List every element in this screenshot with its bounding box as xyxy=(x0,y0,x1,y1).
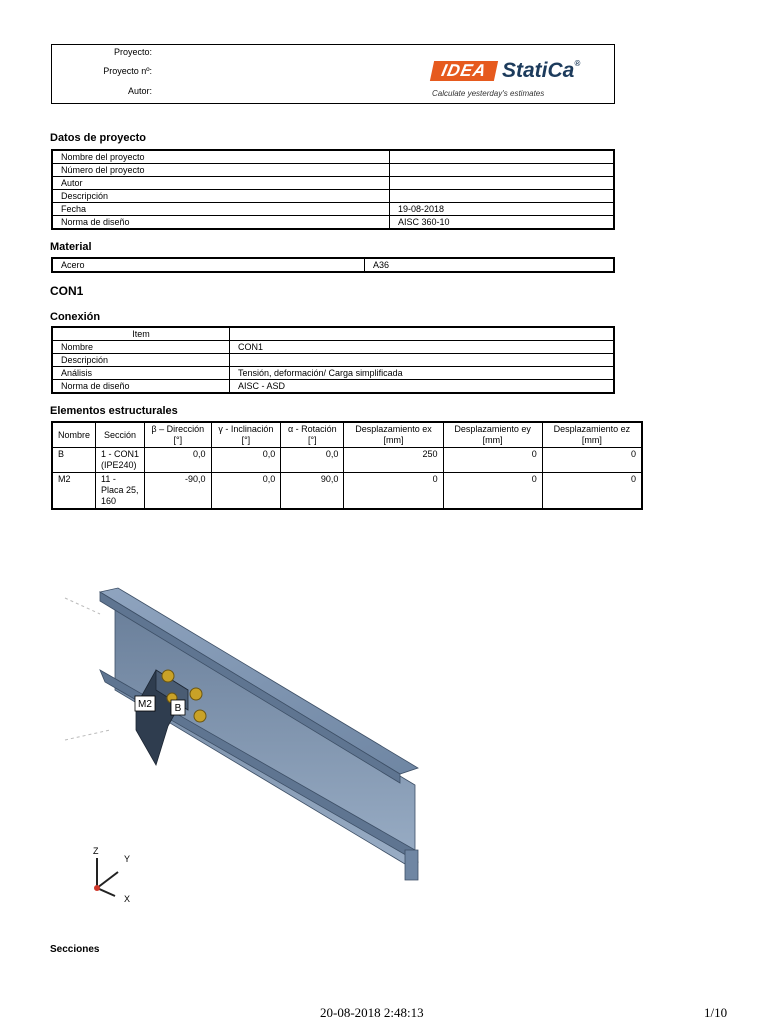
table-cell: 0 xyxy=(542,448,642,473)
construction-line xyxy=(65,598,100,614)
table-cell: 11 - Placa 25, 160 xyxy=(96,473,145,510)
axis-y-label: Y xyxy=(124,854,131,864)
row-label: Nombre del proyecto xyxy=(52,150,390,164)
project-data-title: Datos de proyecto xyxy=(50,132,146,144)
table-row xyxy=(52,341,614,354)
table-cell: 0,0 xyxy=(211,448,281,473)
column-header: γ - Inclinación [°] xyxy=(211,422,281,448)
row-value: AISC - ASD xyxy=(230,380,615,394)
table-row xyxy=(52,216,614,230)
axis-triad xyxy=(93,846,130,904)
logo-statica-text: StatiCa® xyxy=(502,59,581,82)
project-number-label: Proyecto nº: xyxy=(103,66,152,76)
column-header: α - Rotación [°] xyxy=(281,422,344,448)
row-value: Tensión, deformación/ Carga simplificada xyxy=(230,367,615,380)
label-m2: M2 xyxy=(138,699,152,710)
label-b: B xyxy=(174,703,182,714)
bolt-icon xyxy=(162,670,174,682)
author-label: Autor: xyxy=(127,86,152,96)
table-cell: M2 xyxy=(52,473,96,510)
table-cell: 1 - CON1 (IPE240) xyxy=(96,448,145,473)
table-row xyxy=(52,177,614,190)
table-cell: 0 xyxy=(542,473,642,510)
material-title: Material xyxy=(50,241,92,253)
column-header: Desplazamiento ey [mm] xyxy=(443,422,542,448)
row-value xyxy=(390,177,615,190)
row-label: Número del proyecto xyxy=(52,164,390,177)
elements-title: Elementos estructurales xyxy=(50,405,178,417)
table-row xyxy=(52,258,614,272)
table-row xyxy=(52,203,614,216)
table-cell: 250 xyxy=(344,448,443,473)
elements-table xyxy=(51,421,643,510)
table-cell: 0,0 xyxy=(145,448,212,473)
column-header: Desplazamiento ex [mm] xyxy=(344,422,443,448)
table-cell: 90,0 xyxy=(281,473,344,510)
column-header: Nombre xyxy=(52,422,96,448)
row-label: Descripción xyxy=(52,190,390,203)
idea-statica-logo xyxy=(432,57,602,101)
column-header: Desplazamiento ez [mm] xyxy=(542,422,642,448)
project-data-table xyxy=(51,149,615,230)
row-label: Fecha xyxy=(52,203,390,216)
row-label: Acero xyxy=(52,258,365,272)
row-value: AISC 360-10 xyxy=(390,216,615,230)
row-value: CON1 xyxy=(230,341,615,354)
row-value: 19-08-2018 xyxy=(390,203,615,216)
row-label: Análisis xyxy=(52,367,230,380)
row-label: Nombre xyxy=(52,341,230,354)
connection-3d-view xyxy=(60,580,440,910)
table-row xyxy=(52,190,614,203)
axis-z-label: Z xyxy=(93,846,99,856)
connection-table xyxy=(51,326,615,394)
table-row xyxy=(52,448,642,473)
logo-idea-text: IDEA xyxy=(430,61,498,81)
bolt-icon xyxy=(194,710,206,722)
sections-title: Secciones xyxy=(50,944,100,955)
connection-heading: CON1 xyxy=(50,284,84,298)
bolt-icon xyxy=(190,688,202,700)
row-value xyxy=(230,354,615,367)
material-table xyxy=(51,257,615,273)
table-cell: 0 xyxy=(443,448,542,473)
connection-title: Conexión xyxy=(50,311,101,323)
table-cell: -90,0 xyxy=(145,473,212,510)
row-label: Autor xyxy=(52,177,390,190)
report-header xyxy=(51,44,615,104)
connection-header-row xyxy=(52,327,614,341)
row-value: A36 xyxy=(365,258,615,272)
project-label: Proyecto: xyxy=(113,47,152,57)
table-row xyxy=(52,354,614,367)
column-header: Sección xyxy=(96,422,145,448)
table-row xyxy=(52,164,614,177)
table-cell: 0 xyxy=(443,473,542,510)
row-label: Norma de diseño xyxy=(52,216,390,230)
footer-date: 20-08-2018 2:48:13 xyxy=(320,1005,424,1020)
footer-page-number: 1/10 xyxy=(704,1005,728,1020)
connection-item-header: Item xyxy=(52,327,230,341)
construction-line xyxy=(65,730,110,740)
axis-x-label: X xyxy=(124,894,131,904)
logo-tagline: Calculate yesterday's estimates xyxy=(432,89,545,98)
table-cell: 0,0 xyxy=(281,448,344,473)
column-header: β – Dirección [°] xyxy=(145,422,212,448)
row-label: Norma de diseño xyxy=(52,380,230,394)
table-row xyxy=(52,150,614,164)
table-row xyxy=(52,473,642,510)
table-cell: 0 xyxy=(344,473,443,510)
table-row xyxy=(52,367,614,380)
table-row xyxy=(52,380,614,394)
row-value xyxy=(390,150,615,164)
table-cell: 0,0 xyxy=(211,473,281,510)
row-label: Descripción xyxy=(52,354,230,367)
table-cell: B xyxy=(52,448,96,473)
row-value xyxy=(390,164,615,177)
row-value xyxy=(390,190,615,203)
